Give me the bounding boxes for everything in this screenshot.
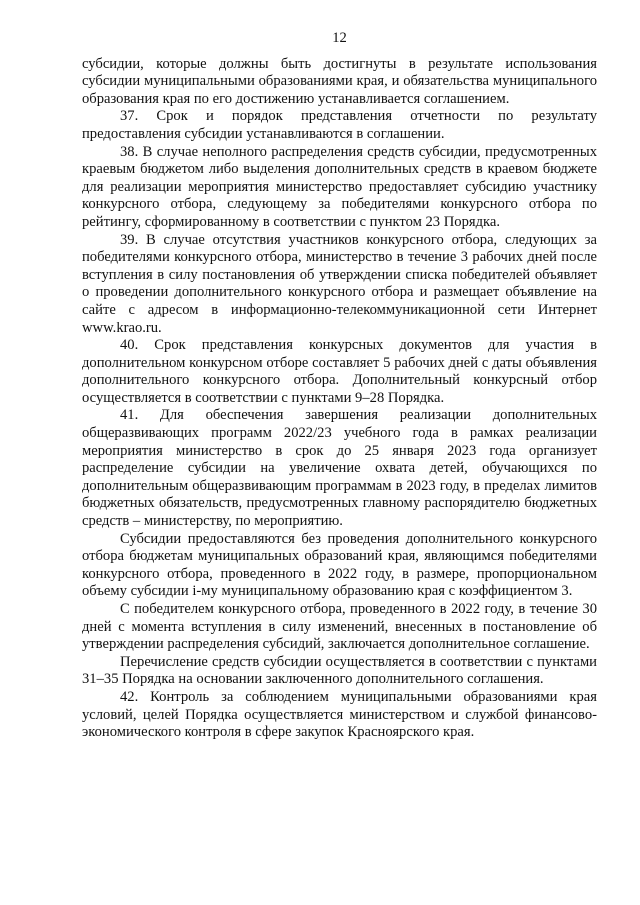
paragraph-41: 41. Для обеспечения завершения реализации дополнительных общеразвивающих программ 2022/23 учебного года в рамках реализации мероприятия министерство в срок до 25 января 2023 года организует распределение субсидии на увеличение охвата детей, обучающихся по дополнительным общеразвивающим программам в 2023 году, в пределах лимитов бюджетных обязательств, предусмотренных главному распорядителю бюджетных средств – министерству, по мероприятию. xyxy=(82,407,597,530)
paragraph-41-subsidies: Субсидии предоставляются без проведения дополнительного конкурсного отбора бюджетам муниципальных образований края, являющимся победителями конкурсного отбора, проведенного в 2022 году, в размере, пропорциональном объему субсидии i-му муниципальному образованию края с коэффициентом 3. xyxy=(82,530,597,600)
document-page xyxy=(82,30,597,742)
paragraph-41-transfer: Перечисление средств субсидии осуществляется в соответствии с пунктами 31–35 Порядка на основании заключенного дополнительного соглашения. xyxy=(82,653,597,688)
paragraph-40: 40. Срок представления конкурсных документов для участия в дополнительном конкурсном отборе составляет 5 рабочих дней с даты объявления дополнительного конкурсного отбора. Дополнительный конкурсный отбор осуществляется в соответствии с пунктами 9–28 Порядка. xyxy=(82,337,597,406)
paragraph-37: 37. Срок и порядок представления отчетности по результату предоставления субсидии устанавливаются в соглашении. xyxy=(82,108,597,142)
page-number: 12 xyxy=(332,30,347,46)
paragraph-41-agreement: С победителем конкурсного отбора, проведенного в 2022 году, в течение 30 дней с момента вступления в силу изменений, внесенных в постановление об утверждении распределения субсидий, заключается дополнительное соглашение. xyxy=(82,601,597,653)
paragraph-39: 39. В случае отсутствия участников конкурсного отбора, следующих за победителями конкурсного отбора, министерство в течение 3 рабочих дней после вступления в силу постановления об утверждении списка победителей объявляет о проведении дополнительного конкурсного отбора и размещает объявление на сайте с адресом в информационно-телекоммуникационной сети Интернет www.krao.ru. xyxy=(82,231,597,336)
paragraph-42: 42. Контроль за соблюдением муниципальными образованиями края условий, целей Порядка осуществляется министерством и службой финансово-экономического контроля в сфере закупок Красноярского края. xyxy=(82,688,597,741)
paragraph-38: 38. В случае неполного распределения средств субсидии, предусмотренных краевым бюджетом либо выделения дополнительных средств в краевом бюджете для реализации мероприятия министерство предоставляет субсидию участнику конкурсного отбора, следующему за победителями конкурсного отбора по рейтингу, сформированному в соответствии с пунктом 23 Порядка. xyxy=(82,143,597,230)
paragraph-continuation: субсидии, которые должны быть достигнуты в результате использования субсидии муниципальными образованиями края, и обязательства муниципального образования края по его достижению устанавливается соглашением. xyxy=(82,55,597,107)
